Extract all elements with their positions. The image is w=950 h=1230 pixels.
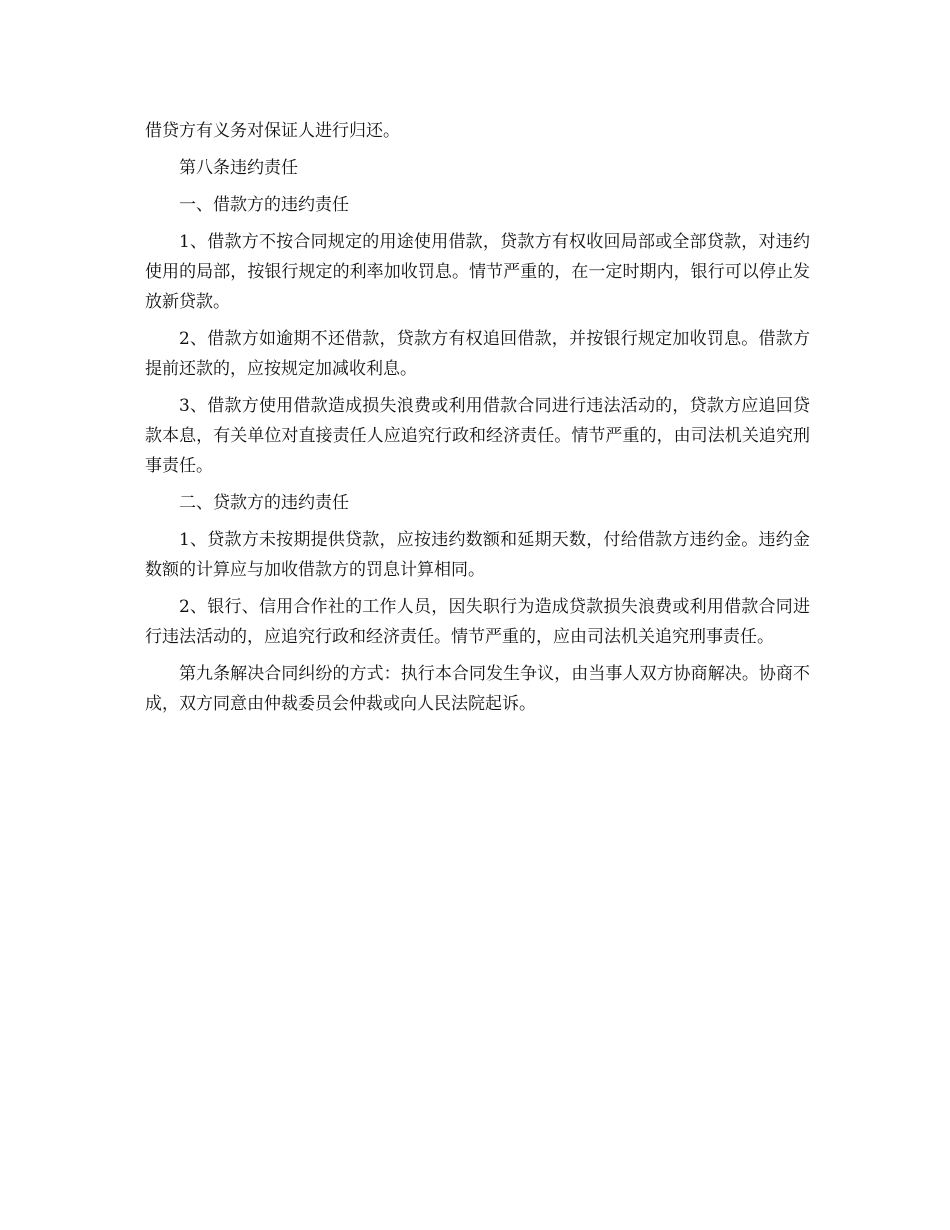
article-8-heading: 第八条违约责任 (179, 158, 298, 178)
borrower-clause-2: 2、借款方如逾期不还借款，贷款方有权追回借款，并按银行规定加收罚息。借款方提前还款的，应按规定加减收利息。 (145, 329, 810, 379)
article-9-dispute-resolution: 第九条解决合同纠纷的方式：执行本合同发生争议，由当事人双方协商解决。协商不成，双方同意由仲裁委员会仲裁或向人民法院起诉。 (145, 664, 810, 714)
section-lender-liability-heading: 二、贷款方的违约责任 (179, 493, 349, 513)
lender-clause-1: 1、贷款方未按期提供贷款，应按违约数额和延期天数，付给借款方违约金。违约金数额的计算应与加收借款方的罚息计算相同。 (145, 530, 810, 580)
borrower-clause-3: 3、借款方使用借款造成损失浪费或利用借款合同进行违法活动的，贷款方应追回贷款本息，有关单位对直接责任人应追究行政和经济责任。情节严重的，由司法机关追究刑事责任。 (145, 396, 810, 476)
lender-clause-2: 2、银行、信用合作社的工作人员，因失职行为造成贷款损失浪费或利用借款合同进行违法活动的，应追究行政和经济责任。情节严重的，应由司法机关追究刑事责任。 (145, 597, 810, 647)
paragraph-continuation: 借贷方有义务对保证人进行归还。 (145, 121, 400, 141)
document-body (145, 116, 810, 726)
section-borrower-liability-heading: 一、借款方的违约责任 (179, 195, 349, 215)
borrower-clause-1: 1、借款方不按合同规定的用途使用借款，贷款方有权收回局部或全部贷款，对违约使用的局部，按银行规定的利率加收罚息。情节严重的，在一定时期内，银行可以停止发放新贷款。 (145, 232, 810, 312)
